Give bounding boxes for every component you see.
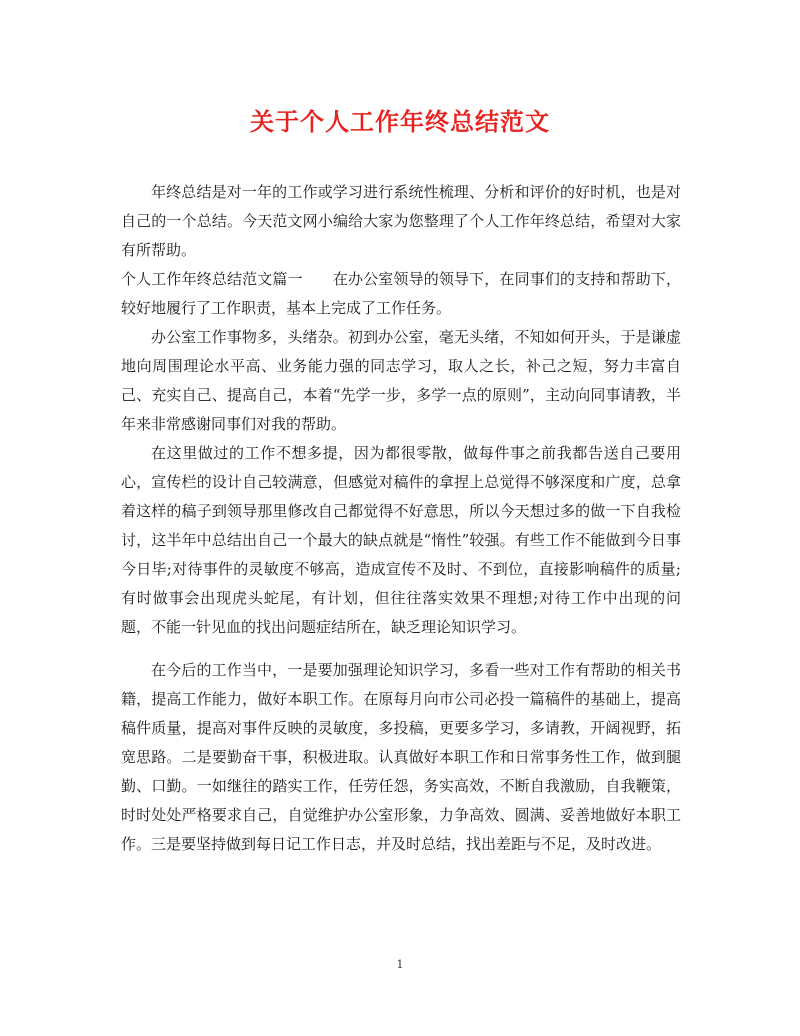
document-body [121, 178, 681, 859]
section-heading: 个人工作年终总结范文篇一 [121, 270, 303, 288]
document-title: 关于个人工作年终总结范文 [250, 107, 550, 136]
page-number: 1 [396, 958, 404, 971]
paragraph-spacer [121, 642, 681, 656]
section-paragraph [121, 265, 681, 323]
body-paragraph-2: 在这里做过的工作不想多提，因为都很零散，做每件事之前我都告送自己要用心，宣传栏的设计自己较满意，但感觉对稿件的拿捏上总觉得不够深度和广度，总拿着这样的稿子到领导那里修改自己都觉得不好意思，所以今天想过多的做一下自我检讨，这半年中总结出自己一个最大的缺点就是“惰性”较强。有些工作不能做到今日事今日毕;对待事件的灵敏度不够高，造成宣传不及时、不到位，直接影响稿件的质量;有时做事会出现虎头蛇尾，有计划，但往往落实效果不理想;对待工作中出现的问题，不能一针见血的找出问题症结所在，缺乏理论知识学习。 [121, 444, 681, 636]
body-paragraph-3: 在今后的工作当中，一是要加强理论知识学习，多看一些对工作有帮助的相关书籍，提高工作能力，做好本职工作。在原每月向市公司必投一篇稿件的基础上，提高稿件质量，提高对事件反映的灵敏度，多投稿，更要多学习，多请教，开阔视野，拓宽思路。二是要勤奋干事，积极进取。认真做好本职工作和日常事务性工作，做到腿勤、口勤。一如继往的踏实工作，任劳任怨，务实高效，不断自我激励，自我鞭策，时时处处严格要求自己，自觉维护办公室形象，力争高效、圆满、妥善地做好本职工作。三是要坚持做到每日记工作日志，并及时总结，找出差距与不足，及时改进。 [121, 661, 681, 853]
section-first-text: 在办公室领导的领导下，在同事们的支持和帮助下，较好地履行了工作职责，基本上完成了工作任务。 [121, 270, 681, 317]
body-paragraph-1: 办公室工作事物多，头绪杂。初到办公室，毫无头绪，不知如何开头，于是谦虚地向周围理论水平高、业务能力强的同志学习，取人之长，补己之短，努力丰富自己、充实自己、提高自己，本着“先学一步，多学一点的原则”，主动向同事请教，半年来非常感谢同事们对我的帮助。 [121, 328, 681, 433]
intro-paragraph: 年终总结是对一年的工作或学习进行系统性梳理、分析和评价的好时机，也是对自己的一个总结。今天范文网小编给大家为您整理了个人工作年终总结，希望对大家有所帮助。 [121, 183, 681, 259]
